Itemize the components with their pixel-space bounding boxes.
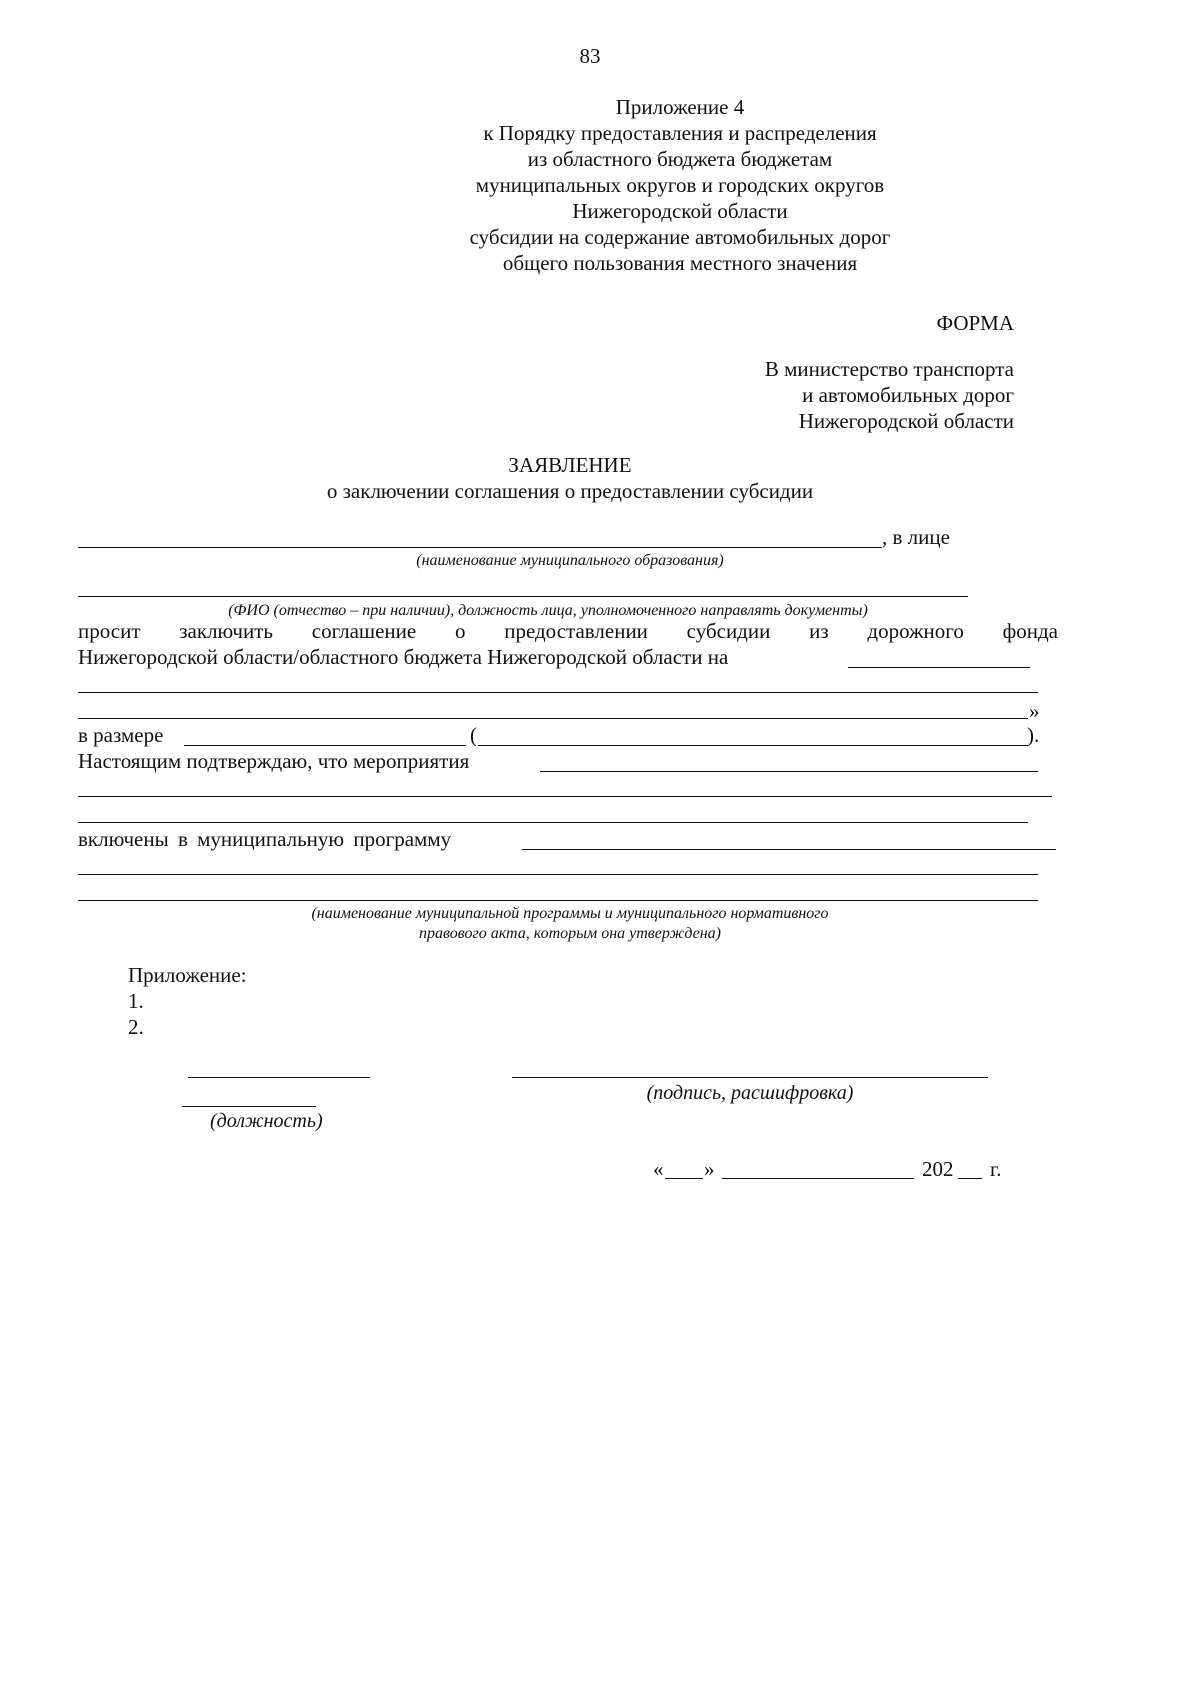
appendix-line: общего пользования местного значения (502, 251, 858, 275)
amount-words-blank[interactable] (478, 745, 1028, 746)
appendix-line: из областного бюджета бюджетам (527, 147, 833, 171)
year-prefix: 202 (922, 1157, 954, 1181)
official-blank[interactable] (78, 596, 968, 597)
program-blank-2[interactable] (78, 874, 1038, 875)
appendix-line: к Порядку предоставления и распределения (483, 121, 877, 145)
amount-open-paren: ( (470, 723, 477, 747)
hint-official: (ФИО (отчество – при наличии), должность лица, уполномоченного направлять документы) (228, 602, 868, 619)
activities-blank-2[interactable] (78, 796, 1052, 797)
amount-label: в размере (78, 723, 164, 747)
attachments-label: Приложение: (128, 963, 247, 987)
year-blank[interactable] (958, 1178, 982, 1179)
municipality-blank[interactable] (78, 547, 882, 548)
document-title: ЗАЯВЛЕНИЕ (508, 453, 632, 477)
activities-blank-3[interactable] (78, 822, 1028, 823)
position-blank-2[interactable] (182, 1106, 316, 1107)
hint-program-2: правового акта, которым она утверждена) (419, 925, 721, 942)
hint-position: (должность) (210, 1110, 323, 1132)
included-label: включены в муниципальную программу (78, 827, 452, 851)
addressee-line: Нижегородской области (798, 409, 1014, 433)
amount-number-blank[interactable] (184, 745, 466, 746)
appendix-line: Нижегородской области (572, 199, 788, 223)
amount-close-paren: ). (1027, 723, 1040, 747)
date-close-quote: » (704, 1157, 715, 1181)
request-line-1: просит заключить соглашение о предоставлении субсидии из дорожного фонда (78, 619, 1058, 643)
month-blank[interactable] (722, 1178, 914, 1179)
confirm-label: Настоящим подтверждаю, что мероприятия (78, 749, 470, 773)
program-blank-3[interactable] (78, 900, 1038, 901)
page-number: 83 (579, 44, 601, 68)
day-blank[interactable] (665, 1178, 703, 1179)
attachment-item: 1. (128, 989, 144, 1013)
hint-signature: (подпись, расшифровка) (646, 1082, 854, 1104)
appendix-title: Приложение 4 (615, 95, 745, 119)
hint-program-1: (наименование муниципальной программы и муниципального нормативного (311, 905, 829, 922)
addressee-line: В министерство транспорта (764, 357, 1014, 381)
position-blank-1[interactable] (188, 1077, 370, 1078)
appendix-line: муниципальных округов и городских округов (475, 173, 885, 197)
purpose-blank-2[interactable] (78, 692, 1038, 693)
document-subtitle: о заключении соглашения о предоставлении субсидии (326, 479, 814, 503)
purpose-blank-3[interactable] (78, 718, 1028, 719)
signature-blank[interactable] (512, 1077, 988, 1078)
hint-municipality: (наименование муниципального образования) (416, 552, 724, 569)
year-suffix: г. (990, 1157, 1002, 1181)
in-person-label: , в лице (882, 525, 950, 549)
activities-blank-1[interactable] (540, 771, 1038, 772)
appendix-line: субсидии на содержание автомобильных дорог (469, 225, 891, 249)
addressee-line: и автомобильных дорог (802, 383, 1014, 407)
closing-quote: » (1029, 699, 1040, 723)
program-blank-1[interactable] (522, 849, 1056, 850)
form-label: ФОРМА (936, 311, 1014, 335)
date-open-quote: « (653, 1157, 664, 1181)
request-line-2: Нижегородской области/областного бюджета Нижегородской области на (78, 645, 729, 669)
attachment-item: 2. (128, 1015, 144, 1039)
purpose-blank-1[interactable] (848, 667, 1030, 668)
